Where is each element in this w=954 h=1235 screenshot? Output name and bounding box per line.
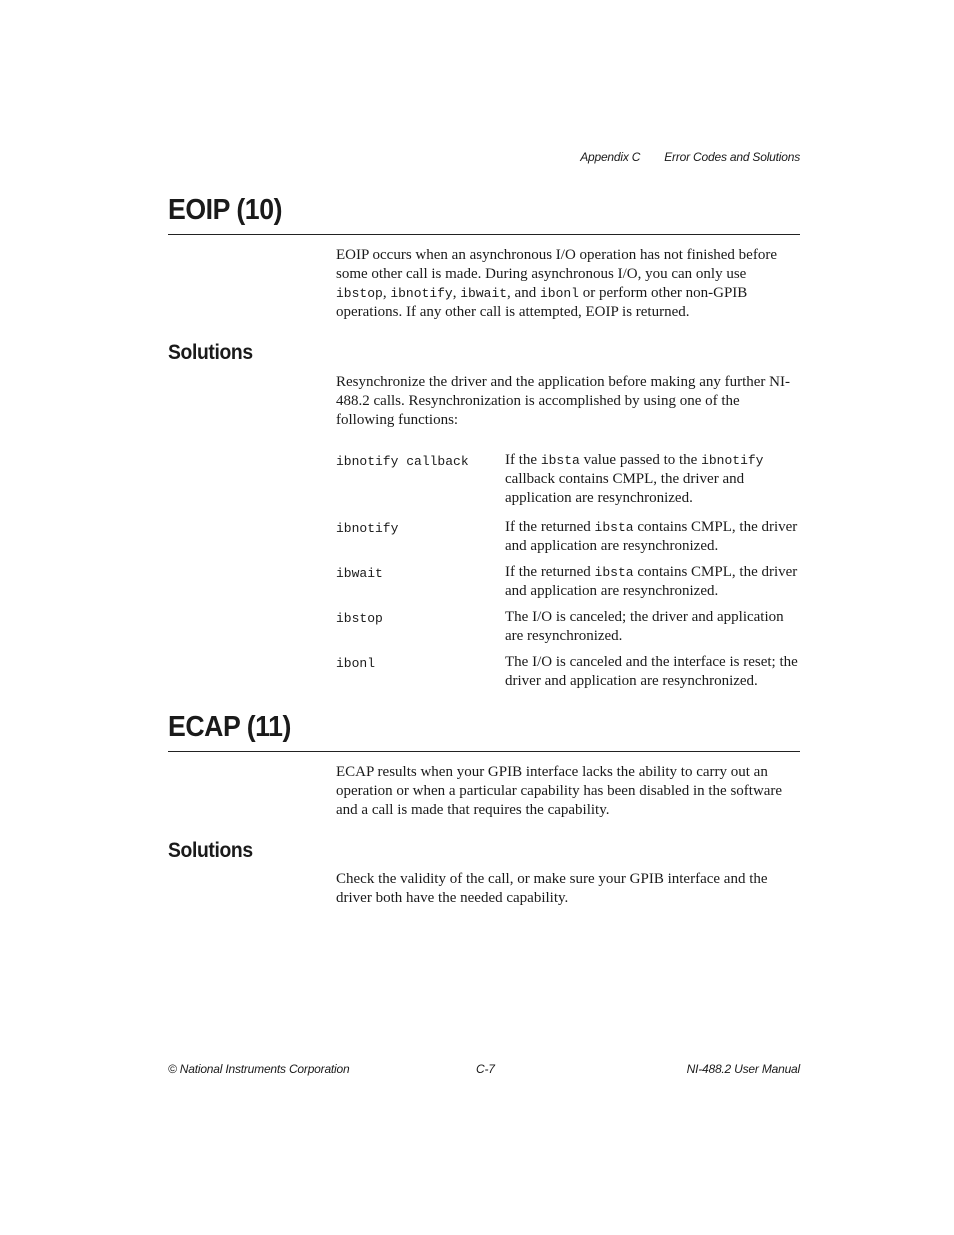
footer-manual-title: NI-488.2 User Manual [686,1062,800,1076]
ecap-solutions-paragraph: Check the validity of the call, or make sure your GPIB interface and the driver both have the needed capability. [336,871,768,906]
code-ibnotify: ibnotify [701,453,764,468]
ecap-intro-paragraph: ECAP results when your GPIB interface lacks the ability to carry out an operation or when a particular capability has been disabled in the software and a call is made that requires the capability. [336,764,783,818]
eoip-heading-rule [168,234,800,235]
function-name: ibwait [336,566,383,581]
function-description: If the ibsta value passed to the ibnotify callback contains CMPL, the driver and application are resynchronized. [505,452,764,506]
function-name: ibnotify [336,521,399,536]
code-ibsta: ibsta [594,520,634,535]
function-description: If the returned ibsta contains CMPL, the driver and application are resynchronized. [505,564,798,599]
separator: , [452,285,461,301]
eoip-intro-text-2: or perform other non-GPIB operations. If any other call is attempted, EOIP is returned. [336,285,748,320]
separator: , [382,285,391,301]
eoip-intro-paragraph [336,246,800,322]
function-description: The I/O is canceled; the driver and application are resynchronized. [505,609,784,644]
separator: , and [507,285,540,301]
ecap-solutions-heading: Solutions [168,839,253,862]
footer-page-number: C-7 [476,1062,495,1076]
code-ibnotify: ibnotify [390,286,453,301]
eoip-heading: EOIP (10) [168,194,282,226]
eoip-intro-text-1: EOIP occurs when an asynchronous I/O operation has not finished before some other call is made. During asynchronous I/O, you can only use [336,247,777,282]
running-header [580,150,800,164]
header-section: Error Codes and Solutions [664,150,800,164]
header-appendix: Appendix C [580,150,641,164]
function-name: ibstop [336,611,383,626]
ecap-heading-rule [168,751,800,752]
eoip-solutions-heading: Solutions [168,341,253,364]
code-ibwait: ibwait [460,286,508,301]
ecap-heading: ECAP (11) [168,711,291,743]
code-ibsta: ibsta [540,453,580,468]
function-description: The I/O is canceled and the interface is reset; the driver and application are resynchronized. [505,654,798,689]
function-name: ibonl [336,656,376,671]
code-ibstop: ibstop [336,286,383,301]
footer-copyright: © National Instruments Corporation [168,1062,350,1076]
function-name: ibnotify callback [336,454,469,469]
code-ibonl: ibonl [539,286,579,301]
eoip-solutions-paragraph: Resynchronize the driver and the application before making any further NI-488.2 calls. Resynchronization is accomplished by using one of the following functions: [336,374,790,428]
function-description: If the returned ibsta contains CMPL, the driver and application are resynchronized. [505,519,798,554]
code-ibsta: ibsta [594,565,634,580]
